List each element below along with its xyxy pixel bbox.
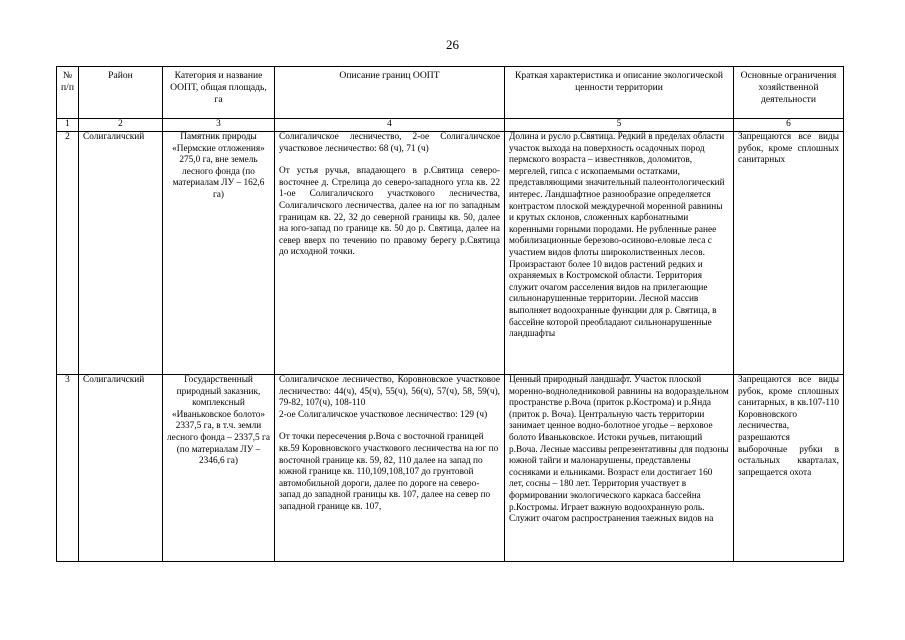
- boundaries-forestry: Солигаличское лесничество, Коровновское участковое лесничество: 44(ч), 45(ч), 55(ч), 56(ч), 57(ч), 58, 59(ч), 79-82, 107(ч), 108-110: [279, 375, 500, 409]
- column-number: 5: [505, 119, 734, 132]
- column-number: 2: [79, 119, 163, 132]
- header-restrictions: Основные ограничения хозяйственной деятельности: [734, 67, 844, 119]
- column-number: 3: [163, 119, 275, 132]
- row-district: Солигаличский: [79, 132, 163, 375]
- column-number: 6: [734, 119, 844, 132]
- boundaries-description: От точки пересечения р.Воча с восточной границей кв.59 Коровновского участкового лесничества на юг по восточной границе кв. 59, 82, 110 далее на запад по южной границе кв. 110,109,108,107 до грунтовой автомобильной дороги, далее по дороге на северо-запад до западной границы кв. 107, далее на север по западной границе кв. 107,: [279, 432, 499, 512]
- row-category: Памятник природы «Пермские отложения» 275,0 га, вне земель лесного фонда (по материалам ЛУ – 162,6 га): [163, 132, 275, 375]
- protected-areas-table: [56, 66, 844, 562]
- table-header-row: [57, 67, 844, 119]
- table-row: [57, 132, 844, 375]
- header-category: Категория и название ООПТ, общая площадь, га: [163, 67, 275, 119]
- header-characteristics: Краткая характеристика и описание экологической ценности территории: [505, 67, 734, 119]
- header-num: № п/п: [57, 67, 79, 119]
- row-boundaries: [275, 132, 505, 375]
- table-row: [57, 375, 844, 562]
- row-characteristics: Долина и русло р.Святица. Редкий в пределах области участок выхода на поверхность осадочных пород пермского возраста – известняков, доломитов, мергелей, гипса с ископаемыми остатками, представляющими значительный палеонтологический интерес. Ландшафтное разнообразие определяется контрастом плоской междуречной моренной равнины и крутых склонов, сложенных карбонатными коренными горными породами. Не рубленные ранее мобилизационные березово-осиново-еловые леса с участием видов флоты широколиственных лесов. Произрастают более 10 видов растений редких и охраняемых в Костромской области. Территория служит очагом расселения видов на прилегающие сильнонарушенные территории. Лесной массив выполняет водоохранные функции для р. Святица, в бассейне которой преобладают сильнонарушенные ландшафты: [505, 132, 734, 375]
- boundaries-forestry: Солигаличское лесничество, 2-ое Солигаличское участковое лесничество: 68 (ч), 71 (ч): [279, 132, 500, 154]
- row-characteristics: Ценный природный ландшафт. Участок плоской моренно-водноледниковой равнины на водораздельном пространстве р.Воча (приток р.Кострома) и р.Янда (приток р. Воча). Центральную часть территории занимает ценное водно-болотное угодье – верховое болото Иваньковское. Истоки ручьев, питающий р.Воча. Лесные массивы репрезентативны для подзоны южной тайги и малонарушены, представлены сосняками и ельниками. Возраст ели достигает 160 лет, сосны – 180 лет. Территория участвует в формировании экологического каркаса бассейна р.Костромы. Играет важную водоохранную роль. Служит очагом распространения таежных видов на: [505, 375, 734, 562]
- row-restrictions: Запрещаются все виды рубок, кроме сплошных санитарных, в кв.107-110 Коровновского лесничества, разрешаются выборочные рубки в остальных кварталах, запрещается охота: [734, 375, 844, 562]
- column-number-row: [57, 119, 844, 132]
- boundaries-forestry-2: 2-ое Солигаличское участковое лесничество: 129 (ч): [279, 409, 488, 420]
- row-category: Государственный природный заказник, комплексный «Иваньковское болото» 2337,5 га, в т.ч. земли лесного фонда – 2337,5 га (по материалам ЛУ – 2346,6 га): [163, 375, 275, 562]
- column-number: 4: [275, 119, 505, 132]
- column-number: 1: [57, 119, 79, 132]
- header-district: Район: [79, 67, 163, 119]
- header-boundaries: Описание границ ООПТ: [275, 67, 505, 119]
- row-district: Солигаличский: [79, 375, 163, 562]
- row-boundaries: [275, 375, 505, 562]
- row-num: 2: [57, 132, 79, 375]
- row-num: 3: [57, 375, 79, 562]
- boundaries-description: От устья ручья, впадающего в р.Святица северо-восточнее д. Стрелица до северо-западного угла кв. 22 1-ое Солигаличского участкового лесничества, Солигаличского лесничества, далее на юг по западным границам кв. 22, 32 до северной границы кв. 50, далее на юго-запад по границе кв. 50 до р. Святица, далее на север вверх по течению по правому берегу р.Святица до исходной точки.: [279, 166, 500, 258]
- page-number: 26: [446, 37, 459, 52]
- row-restrictions: Запрещаются все виды рубок, кроме сплошных санитарных: [734, 132, 844, 375]
